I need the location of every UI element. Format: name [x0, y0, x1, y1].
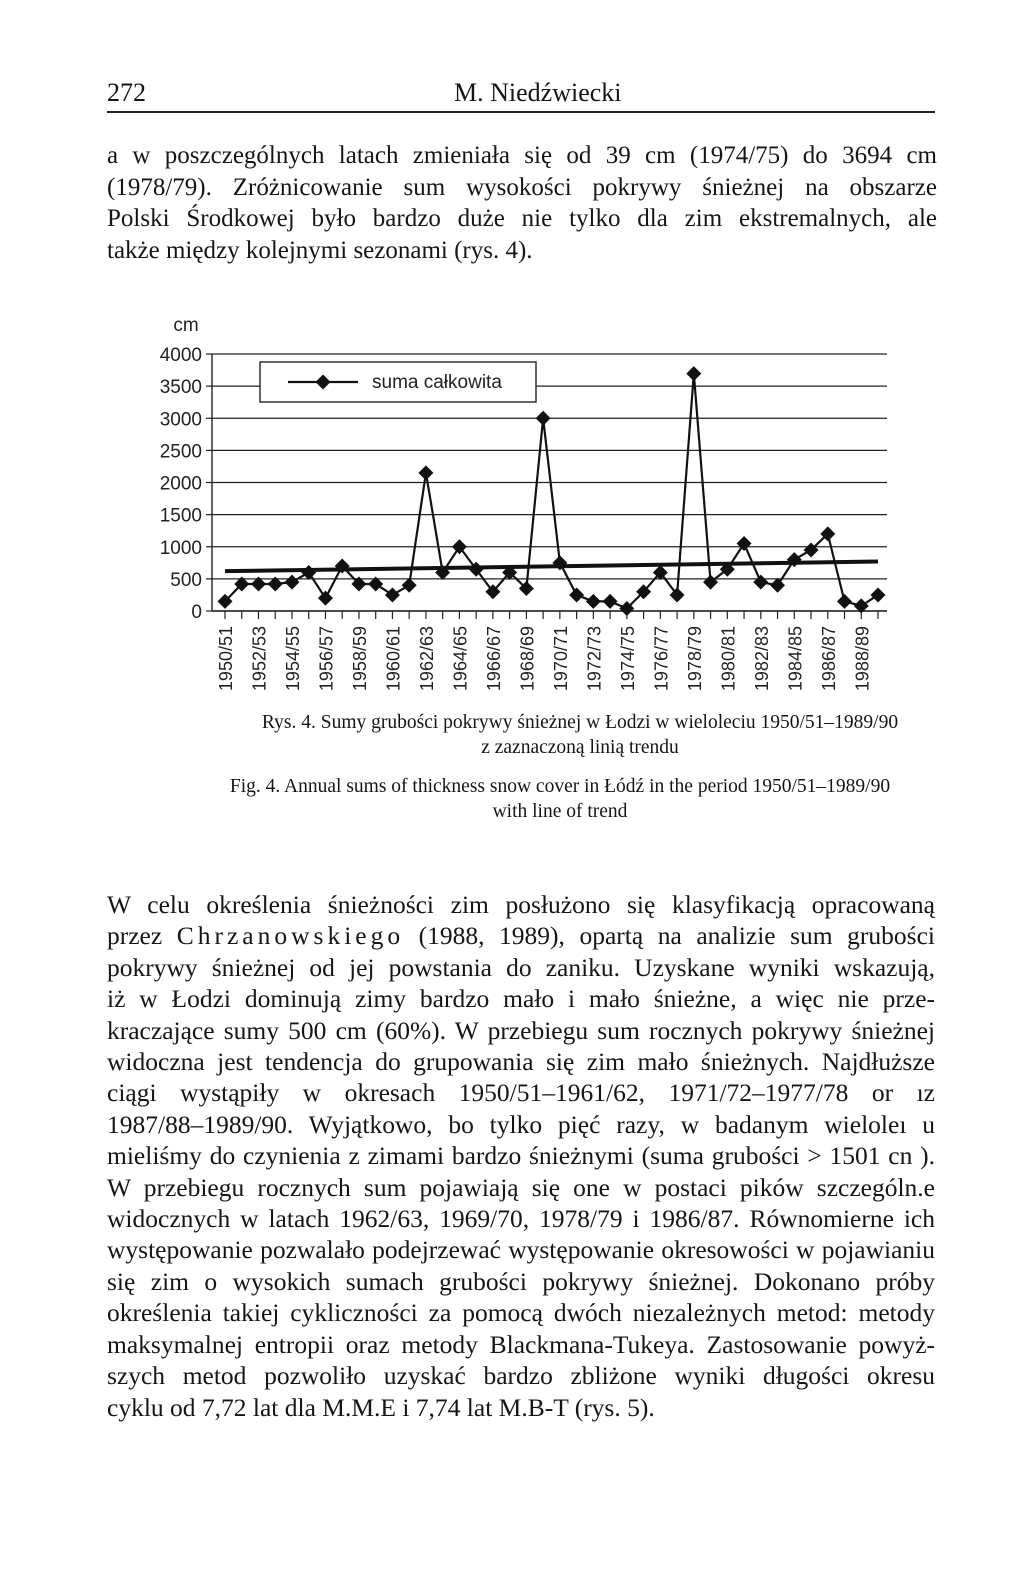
trend-line — [225, 562, 878, 572]
x-tick-label: 1962/63 — [416, 626, 437, 692]
text-line: także między kolejnymi sezonami (rys. 4). — [107, 236, 533, 264]
text-line: (1978/79). Zróżnicowanie sum wysokości pokrywy śnieżnej na obszarze — [107, 173, 937, 201]
data-point-marker — [770, 578, 785, 593]
snow-cover-chart — [0, 0, 1024, 700]
data-point-marker — [284, 575, 299, 590]
x-tick-label: 1954/55 — [282, 626, 303, 692]
data-point-marker — [603, 594, 618, 609]
y-tick-label: 0 — [191, 602, 202, 623]
caption-en-line2: with line of trend — [492, 801, 628, 822]
y-tick-label: 3500 — [159, 377, 202, 399]
text-line: kraczające sumy 500 cm (60%). W przebiegu sum rocznych pokrywy śnieżnej — [107, 1015, 935, 1045]
text-line: określenia takiej cykliczności za pomocą dwóch niezależnych metod: metody — [107, 1298, 935, 1328]
x-tick-label: 1960/61 — [383, 626, 404, 692]
x-tick-label: 1980/81 — [718, 626, 739, 692]
text-line: cyklu od 7,72 lat dla M.M.E i 7,74 lat M.B-T (rys. 5). — [107, 1392, 655, 1422]
y-tick-label: 1500 — [159, 505, 202, 527]
series-line-suma-calkowita — [225, 374, 878, 609]
legend-label: suma całkowita — [372, 372, 502, 393]
text-line: pokrywy śnieżnej od jej powstania do zaniku. Uzyskane wyniki wskazują, — [107, 952, 935, 982]
x-tick-label: 1978/79 — [684, 626, 705, 692]
x-tick-label: 1952/53 — [249, 626, 270, 692]
text-line: ciągi wystąpiły w okresach 1950/51–1961/62, 1971/72–1977/78 or ız — [107, 1078, 935, 1108]
data-point-marker — [402, 578, 417, 593]
caption-en-line1: Fig. 4. Annual sums of thickness snow cover in Łódź in the period 1950/51–1989/90 — [229, 776, 891, 797]
y-tick-label: 2000 — [159, 473, 202, 495]
x-tick-label: 1968/69 — [517, 626, 538, 692]
x-tick-label: 1986/87 — [818, 626, 839, 692]
figure-caption-en — [200, 774, 920, 824]
y-axis-label: cm — [173, 315, 199, 336]
text-line: iż w Łodzi dominują zimy bardzo mało i mało śnieżne, a więc nie prze- — [107, 984, 935, 1014]
text-line: maksymalnej entropii oraz metody Blackmana-Tukeya. Zastosowanie powyż- — [107, 1329, 935, 1359]
caption-pl-line1: Rys. 4. Sumy grubości pokrywy śnieżnej w Łodzi w wieloleciu 1950/51–1989/90 — [261, 712, 899, 733]
data-point-marker — [686, 366, 701, 381]
x-tick-label: 1964/65 — [450, 626, 471, 692]
x-tick-label: 1972/73 — [584, 626, 605, 692]
data-point-marker — [753, 575, 768, 590]
data-point-marker — [837, 594, 852, 609]
caption-pl-line2: z zaznaczoną linią trendu — [481, 737, 679, 758]
y-tick-label: 1000 — [159, 537, 202, 559]
x-tick-label: 1970/71 — [550, 626, 571, 692]
running-header-author: M. Niedźwiecki — [454, 78, 622, 107]
text-line: przez Chrzanowskiego (1988, 1989), opartą na analizie sum grubości — [107, 921, 935, 951]
main-paragraph — [107, 889, 935, 1423]
text-line: W celu określenia śnieżności zim posłużono się klasyfikacją opracowaną — [107, 890, 935, 919]
y-tick-label: 2500 — [159, 441, 202, 463]
text-line: szych metod pozwoliło uzyskać bardzo zbliżone wyniki długości okresu — [107, 1361, 935, 1391]
data-point-marker — [871, 587, 886, 602]
data-point-marker — [385, 587, 400, 602]
x-tick-label: 1974/75 — [617, 626, 638, 692]
x-tick-label: 1958/59 — [349, 626, 370, 692]
data-point-marker — [536, 411, 551, 426]
x-tick-label: 1984/85 — [785, 626, 806, 692]
x-tick-label: 1950/51 — [216, 626, 236, 692]
x-tick-label: 1982/83 — [751, 626, 772, 692]
figure-caption-pl — [230, 710, 930, 760]
author-name-spaced: Chrzanowskiego — [176, 921, 405, 951]
text-line: występowanie pozwalało podejrzewać występowanie okresowości w pojawianiu — [107, 1235, 935, 1265]
text-line: się zim o wysokich sumach grubości pokrywy śnieżnej. Dokonano próby — [107, 1266, 935, 1296]
text-line: W przebiegu rocznych sum pojawiają się one w postaci pików szczególn.e — [107, 1172, 935, 1202]
text-line: widoczna jest tendencja do grupowania się zim mało śnieżnych. Najdłuższe — [107, 1047, 935, 1077]
data-point-marker — [586, 594, 601, 609]
x-tick-label: 1956/57 — [316, 626, 337, 692]
text-line: 1987/88–1989/90. Wyjątkowo, bo tylko pięć razy, w badanym wieloleı u — [107, 1109, 935, 1139]
page-number: 272 — [107, 78, 146, 107]
data-point-marker — [569, 587, 584, 602]
text-line: Polski Środkowej było bardzo duże nie tylko dla zim ekstremalnych, ale — [107, 205, 937, 232]
x-tick-label: 1966/67 — [483, 626, 504, 692]
text-line: widocznych w latach 1962/63, 1969/70, 1978/79 i 1986/87. Równomierne ich — [107, 1204, 935, 1234]
y-tick-label: 3000 — [159, 409, 202, 431]
data-point-marker — [737, 536, 752, 551]
x-tick-label: 1976/77 — [651, 626, 672, 692]
text-line: a w poszczególnych latach zmieniała się od 39 cm (1974/75) do 3694 cm — [107, 142, 937, 169]
data-point-marker — [301, 565, 316, 580]
data-point-marker — [318, 591, 333, 606]
x-tick-label: 1988/89 — [852, 626, 873, 692]
y-tick-label: 4000 — [159, 345, 202, 366]
data-point-marker — [418, 465, 433, 480]
y-tick-label: 500 — [170, 569, 202, 591]
text-line: mieliśmy do czynienia z zimami bardzo śnieżnymi (suma grubości > 1501 cn ). — [107, 1141, 935, 1171]
data-point-marker — [787, 552, 802, 567]
